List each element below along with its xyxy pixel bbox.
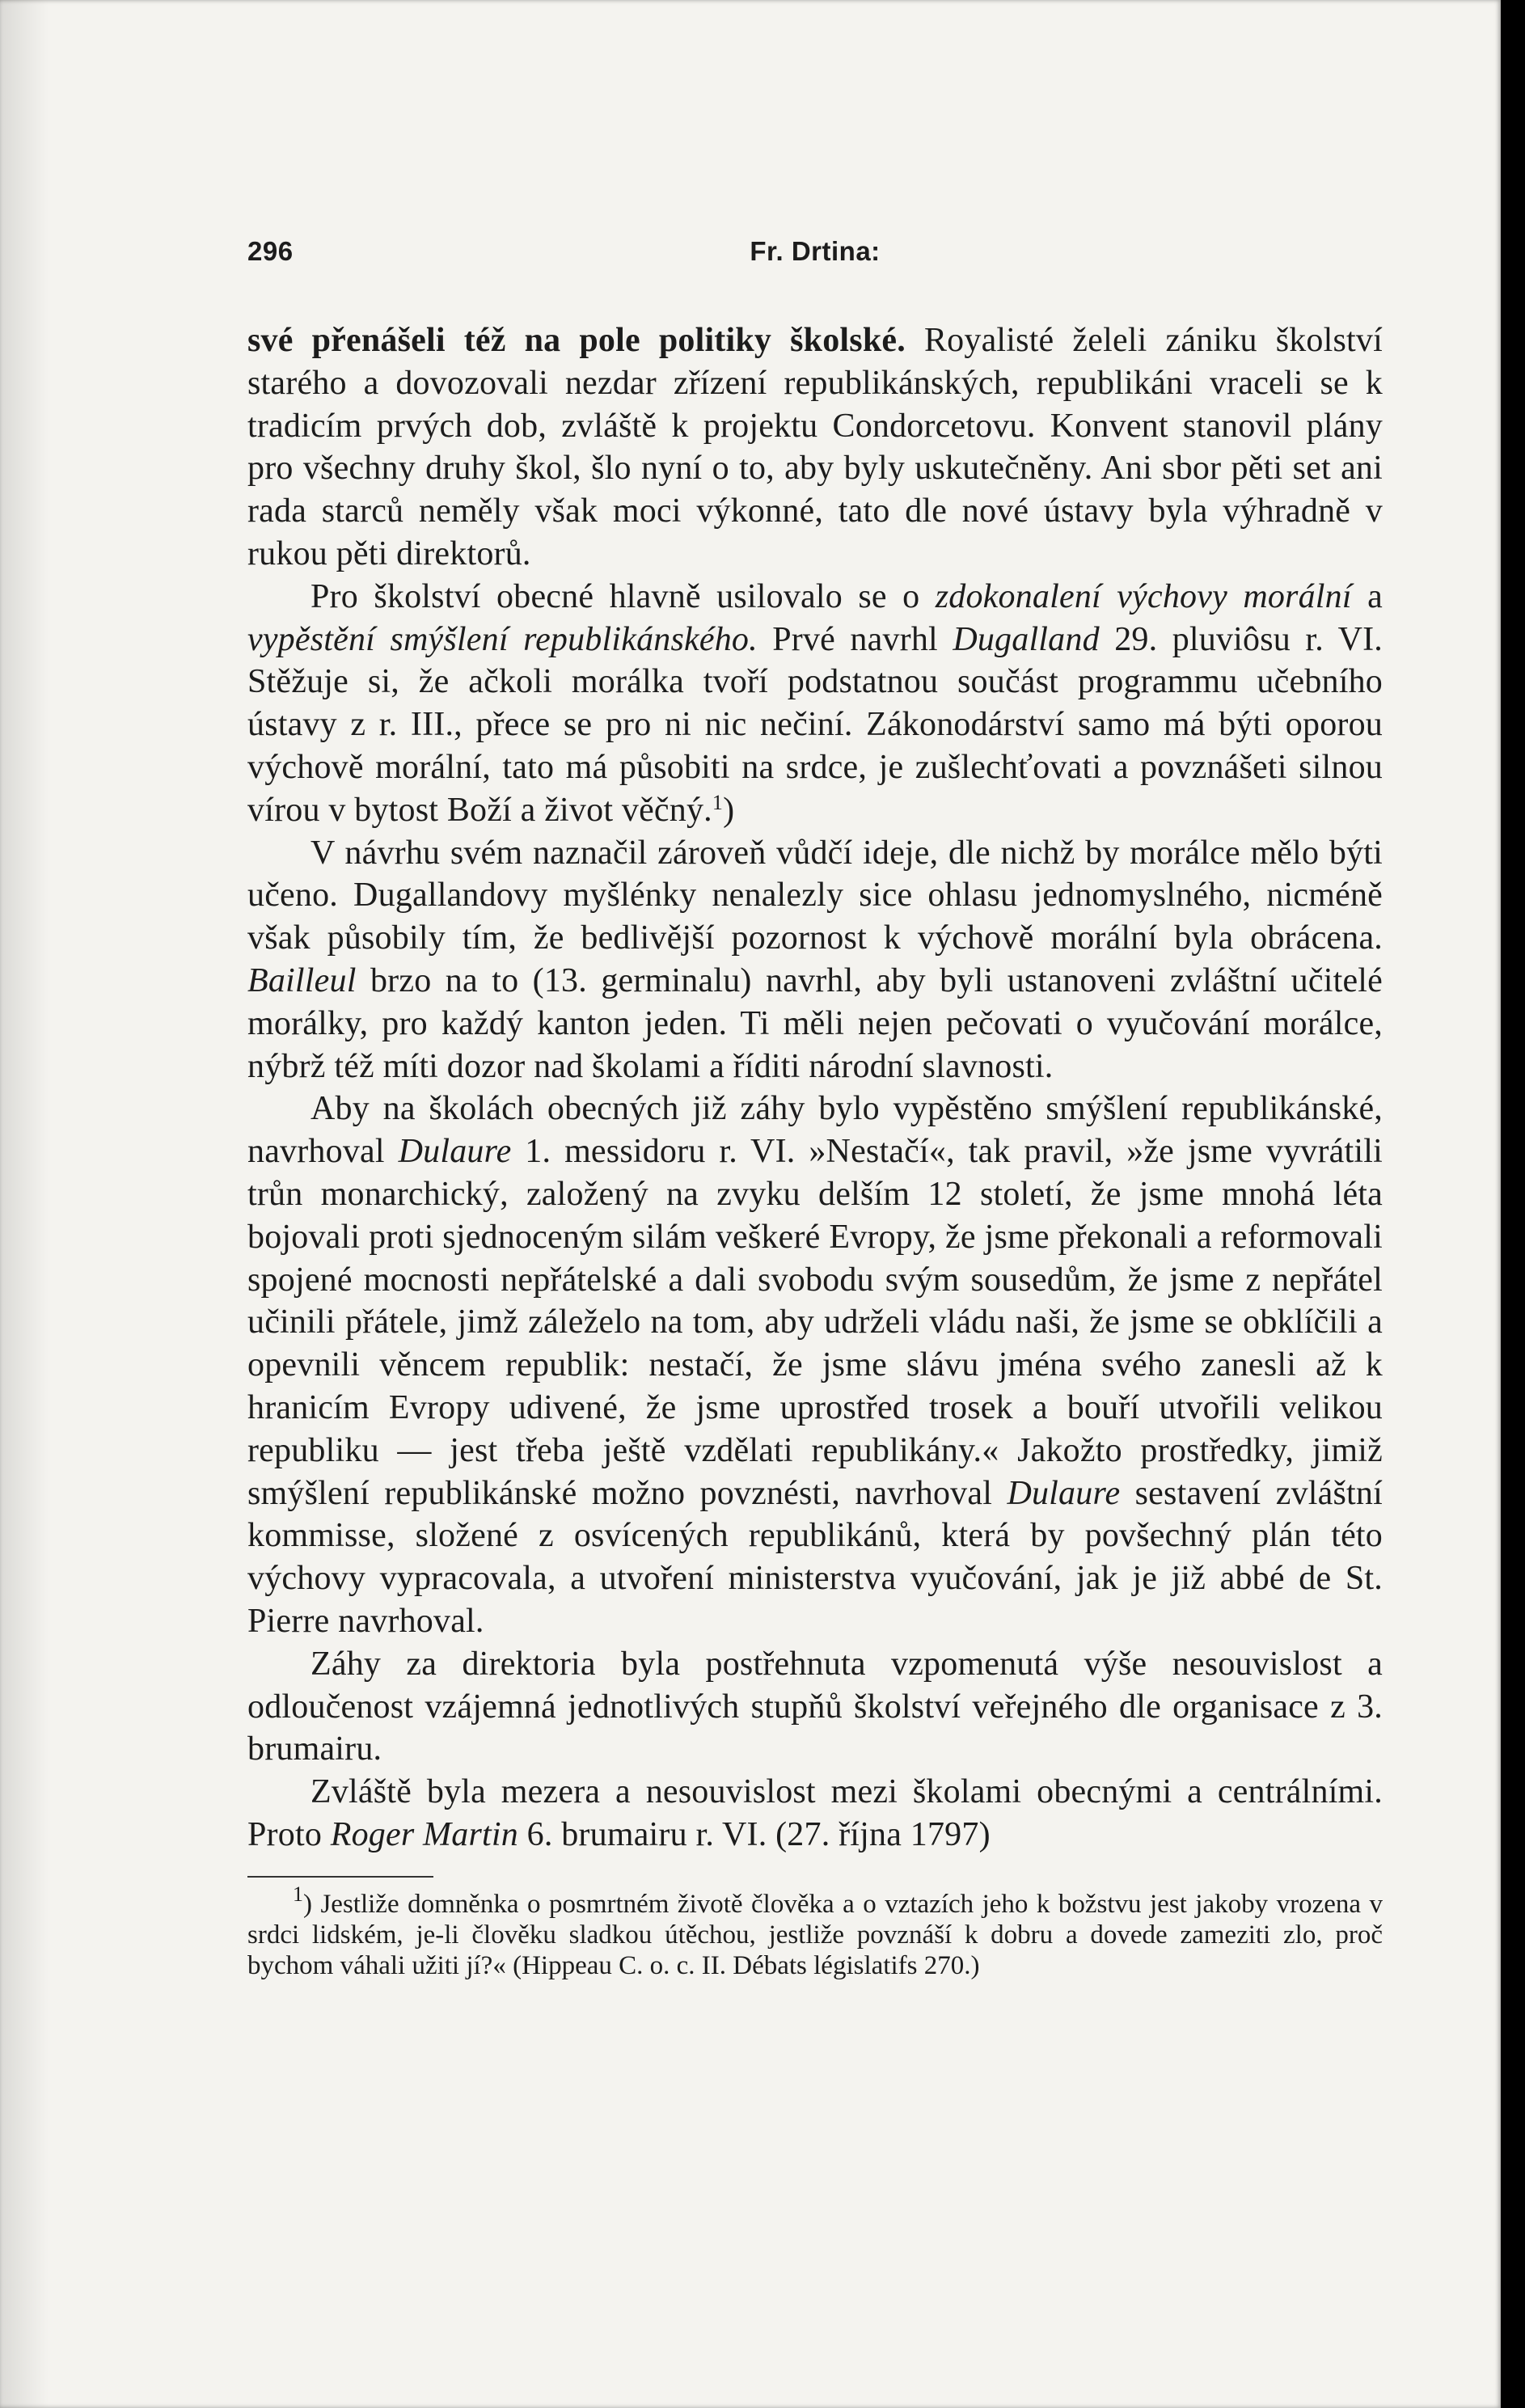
text-run: ) xyxy=(723,791,735,829)
italic-emphasis: vypěstění smýšlení republikánského. xyxy=(247,620,758,658)
page-number: 296 xyxy=(247,236,294,266)
text-run: 6. brumairu r. VI. (27. října 1797) xyxy=(517,1815,991,1853)
italic-name: Dulaure xyxy=(398,1133,512,1171)
running-head: Fr. Drtina: xyxy=(750,236,881,266)
text-run: Prvé navrhl xyxy=(757,620,953,658)
text-run: V návrhu svém naznačil zároveň vůdčí ideje, dle nichž by morálce mělo býti učeno. Dugallandovy myšlénky nenalezly sice ohlasu jednomyslného, nicméně však působily tím, že bedlivější pozornost k výchově morální byla obrácena. xyxy=(247,834,1383,957)
paragraph-3 xyxy=(247,832,1383,1088)
text-run: 29. pluviôsu r. VI. Stěžuje si, že ačkoli morálka tvoří podstatnou součást programmu učebního ústavy z r. III., přece se pro ni nic nečiní. Zákonodárství samo má býti oporou výchově morální, tato má působiti na srdce, je zušlechťovati a povznášeti silnou vírou v bytost Boží a život věčný. xyxy=(247,620,1383,829)
footnote-text: ) Jestliže domněnka o posmrtném životě člověka a o vztazích jeho k božstvu jest jakoby vrozena v srdci lidském, je-li člověku sladkou útěchou, jestliže povznáší k dobru a dovede zameziti zlo, proč bychom váhali užiti jí?« (Hippeau C. o. c. II. Débats législatifs 270.) xyxy=(247,1889,1383,1980)
scan-border xyxy=(1501,0,1525,2408)
text-run: 1. messidoru r. VI. »Nestačí«, tak pravil, »že jsme vyvrátili trůn monarchický, založený na zvyku delším 12 století, že jsme mnohá léta bojovali proti sjednoceným silám veškeré Evropy, že jsme překonali a reformovali spojené mocnosti nepřátelské a dali svobodu svým sousedům, že jsme z nepřátel učinili přátele, jimž záleželo na tom, aby udrželi vládu naši, že jsme se obklíčili a opevnili věncem republik: nestačí, že jsme slávu jména svého zanesli až k hranicím Evropy udivené, že jsme uprostřed trosek a bouří utvořili velikou republiku — jest třeba ještě vzdělati republikány.« Jakožto prostředky, jimiž smýšlení republikánské možno povznésti, navrhoval xyxy=(247,1133,1383,1512)
text-run: brzo na to (13. germinalu) navrhl, aby byli ustanoveni zvláštní učitelé morálky, pro každý kanton jeden. Ti měli nejen pečovati o vyučování morálce, nýbrž též míti dozor nad školami a říditi národní slavnosti. xyxy=(247,961,1383,1085)
text-run: Zvláště byla mezera a nesouvislost mezi školami obecnými a centrálními. Proto xyxy=(247,1773,1383,1853)
footnote xyxy=(247,1882,1383,1981)
footnote-marker: 1 xyxy=(293,1882,303,1906)
body-text xyxy=(247,319,1383,1981)
paragraph-1-bold-lead: své přenášeli též na pole politiky školské. xyxy=(247,322,906,359)
paragraph-6 xyxy=(247,1771,1383,1857)
page-edge-shadow xyxy=(0,0,49,2408)
text-run: Záhy za direktoria byla postřehnuta vzpomenutá výše nesouvislost a odloučenost vzájemná jednotlivých stupňů školství veřejného dle organisace z 3. brumairu. xyxy=(247,1645,1383,1768)
italic-name: Roger Martin xyxy=(330,1815,518,1853)
paragraph-2 xyxy=(247,576,1383,832)
text-run: Pro školství obecné hlavně usilovalo se o xyxy=(310,577,936,615)
page-header xyxy=(247,236,1383,275)
text-run: sestavení zvláštní kommisse, složené z osvícených republikánů, která by povšechný plán této výchovy vypracovala, a utvoření ministerstva vyučování, jak je již abbé de St. Pierre navrhoval. xyxy=(247,1474,1383,1640)
text-run: Aby na školách obecných již záhy bylo vypěstěno smýšlení republikánské, navrhoval xyxy=(247,1090,1383,1171)
italic-emphasis: zdokonalení výchovy morální xyxy=(935,577,1352,615)
paragraph-1 xyxy=(247,319,1383,576)
text-run: a xyxy=(1351,577,1383,615)
footnote-divider xyxy=(247,1876,433,1878)
paragraph-5 xyxy=(247,1643,1383,1771)
paragraph-4 xyxy=(247,1088,1383,1642)
italic-name: Bailleul xyxy=(247,961,357,999)
footnote-reference: 1 xyxy=(712,790,724,814)
paragraph-1-text: Royalisté želeli zániku školství starého a dovozovali nezdar zřízení republikánských, republikáni vraceli se k tradicím prvých dob, zvláště k projektu Condorcetovu. Konvent stanovil plány pro všechny druhy škol, šlo nyní o to, aby byly uskutečněny. Ani sbor pěti set ani rada starců neměly však moci výkonné, tato dle nové ústavy byla výhradně v rukou pěti direktorů. xyxy=(247,322,1383,572)
italic-name: Dulaure xyxy=(1007,1474,1121,1512)
italic-name: Dugalland xyxy=(953,620,1100,658)
